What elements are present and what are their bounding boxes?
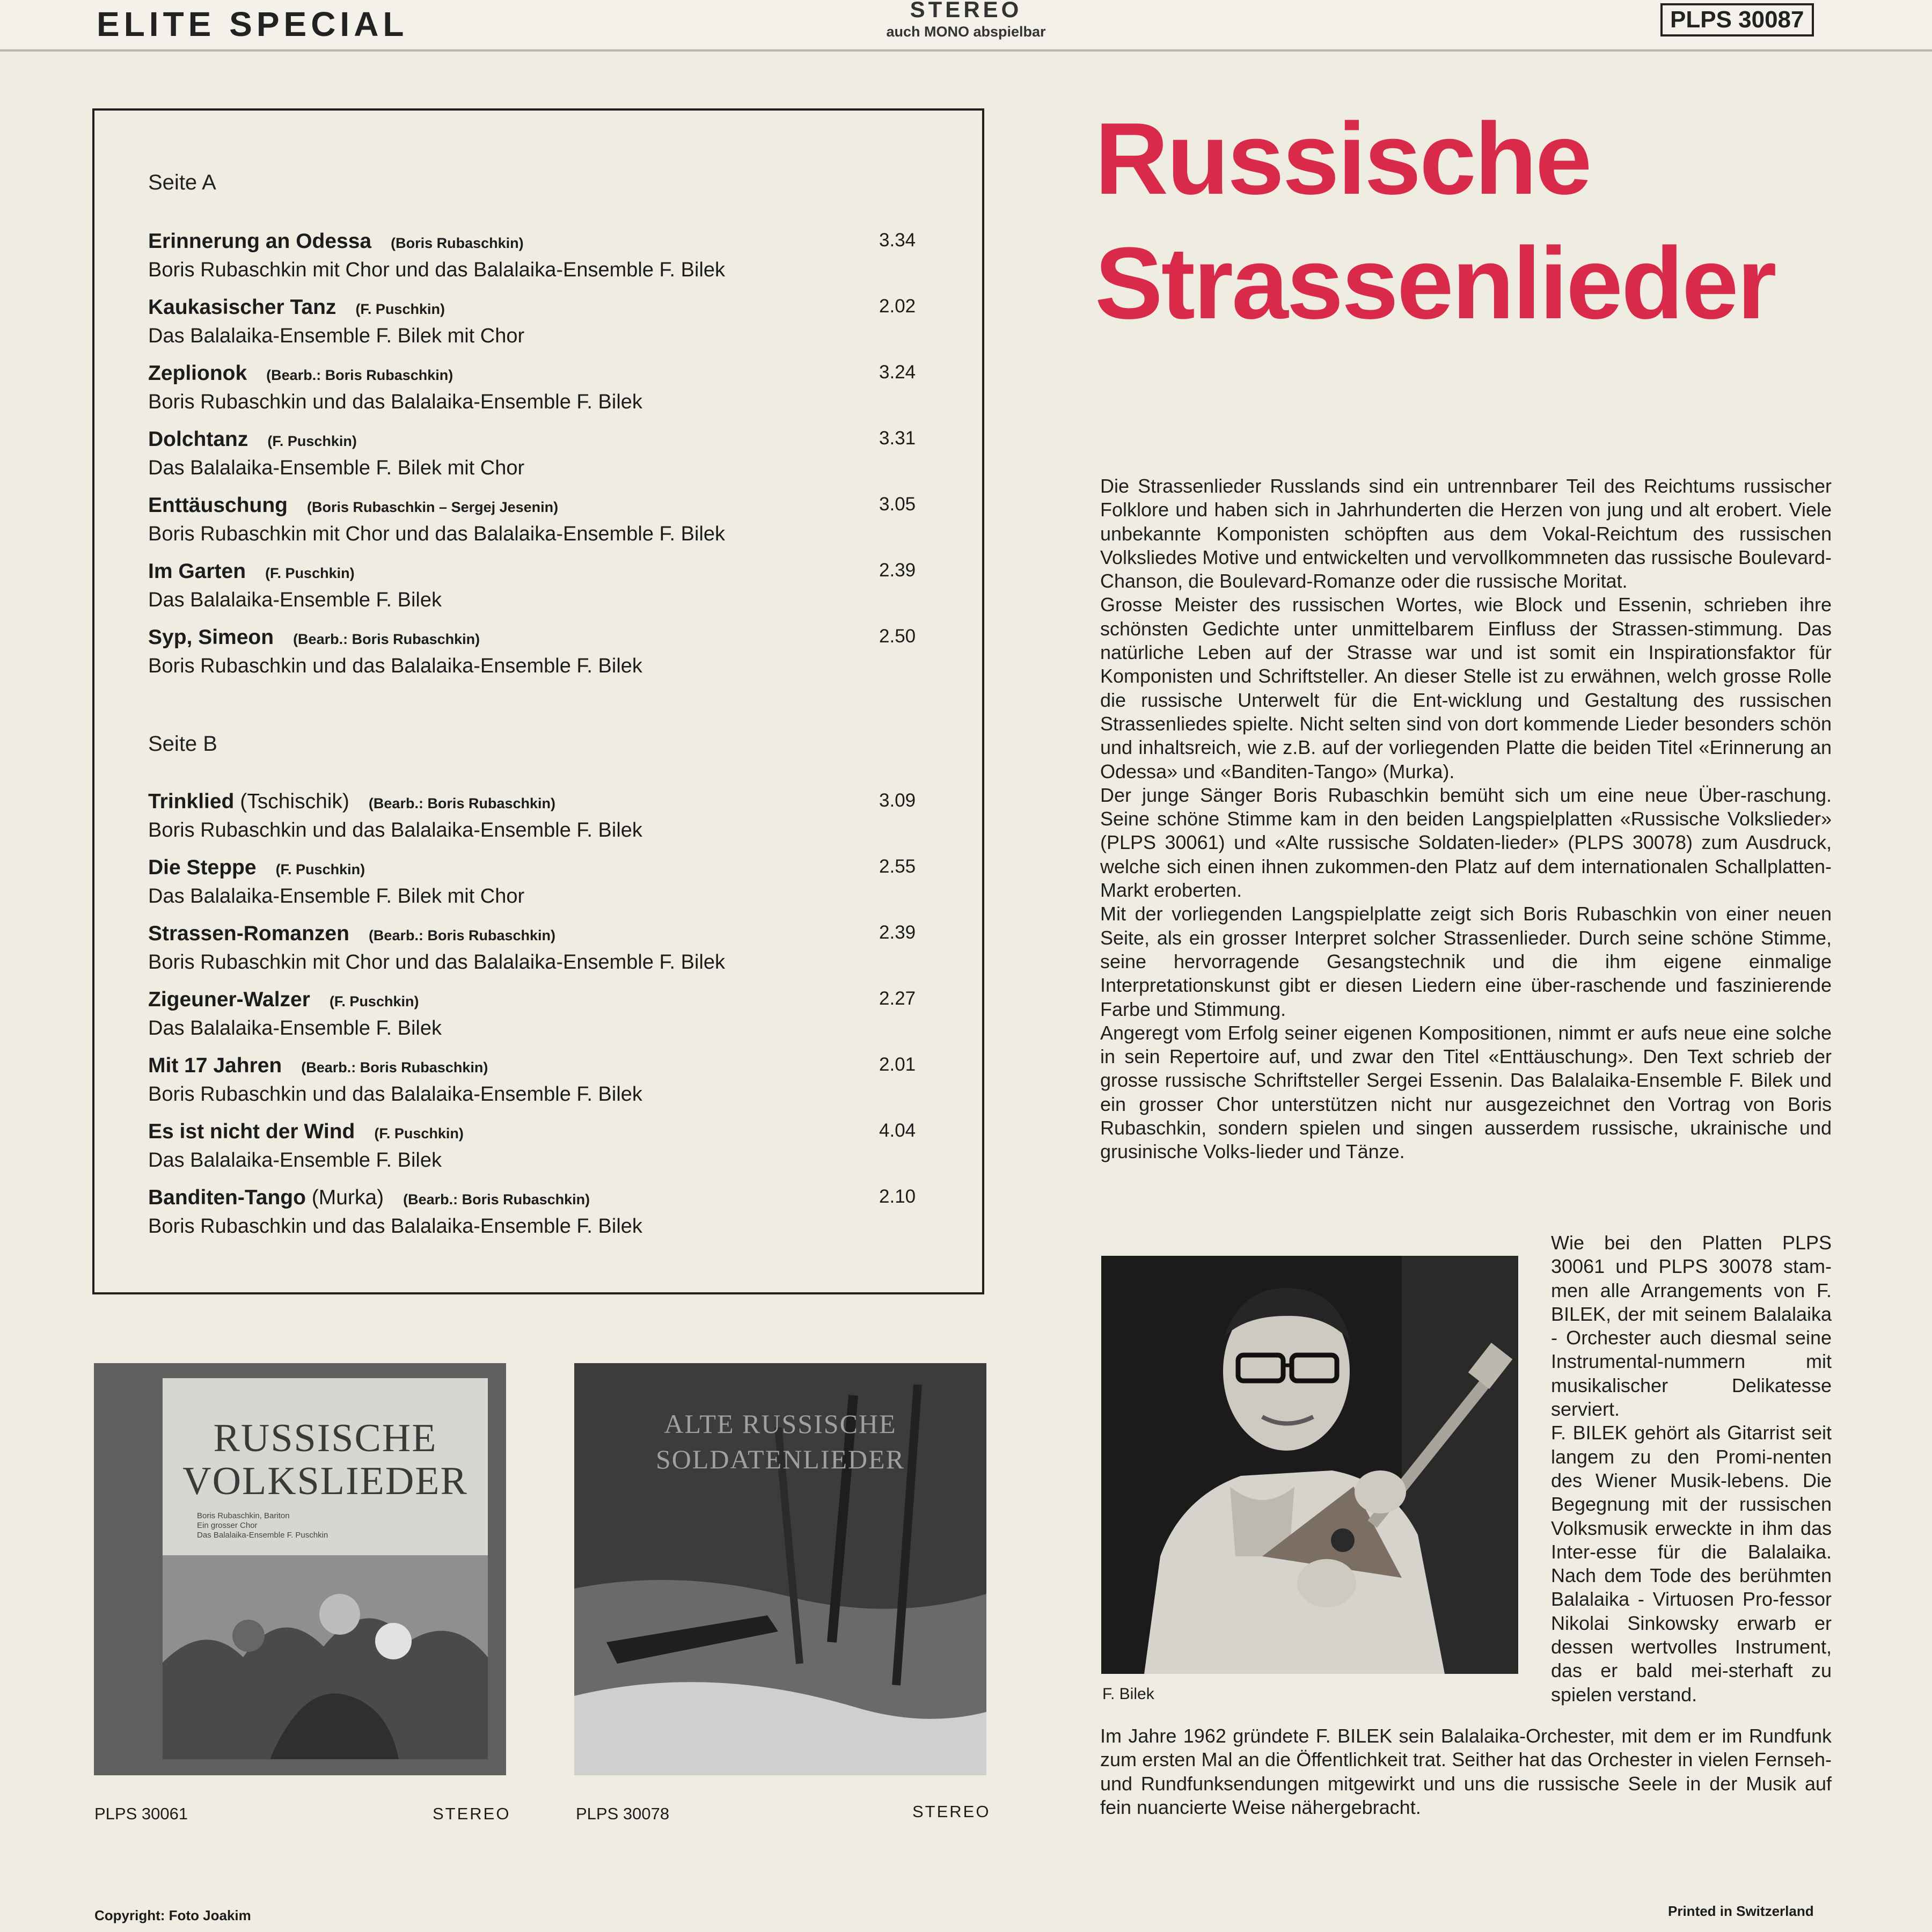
track-performers: Das Balalaika-Ensemble F. Bilek mit Chor [148,885,525,908]
album-cover-russische-volkslieder [94,1363,506,1775]
track-title [148,362,453,385]
cover1-credit-line: Ein grosser Chor [197,1521,258,1530]
track-duration: 2.01 [879,1054,916,1075]
track-credit: (Bearb.: Boris Rubaschkin) [368,927,555,943]
track-credit: (Bearb.: Boris Rubaschkin) [403,1191,590,1208]
cover1-catalog: PLPS 30061 [94,1804,188,1823]
track-performers: Boris Rubaschkin mit Chor und das Balalaika-Ensemble F. Bilek [148,259,726,281]
cover1-title-line2: VOLKSLIEDER [182,1459,468,1503]
liner-notes-intro: Die Strassenlieder Russlands sind ein untrennbarer Teil des Reichtums russischer Folklore und haben sich in Jahrhunderten die Herzen von jung und alt erobert. Viele unbekannte Komponisten schöpften aus dem Vokal-Reichtum des russischen Volksliedes Motive und entwickelten und vervollkommneten das russische Boulevard-Chanson, die Boulevard-Romanze oder die russische Moritat. Grosse Meister des russischen Wortes, wie Block und Essenin, schrieben ihre schönsten Gedichte unter unmittelbarem Einfluss der Strassen-stimmung. Das natürliche Leben auf der Strasse war und ist somit ein Inspirationsfaktor für Komponisten und Schriftsteller. An dieser Stelle ist zu erwähnen, welch grosse Rolle die russische Unterwelt für die Ent-wicklung und Gestaltung des russischen Strassenliedes spielte. Nicht selten sind von dort kommende Lieder besonders schön und inhaltsreich, wie z.B. auf der vorliegenden Platte die beiden Titel «Erinnerung an Odessa» und «Banditen-Tango» (Murka). Der junge Sänger Boris Rubaschkin bemüht sich um eine neue Über-raschung. Seine schöne Stimme kam in den beiden Langspielplatten «Russische Volkslieder» (PLPS 30061) und «Alte russische Soldaten-lieder» (PLPS 30078) zum Ausdruck, welche sich einen ihnen zukommen-den Platz auf dem internationalen Schallplatten-Markt eroberten. Mit der vorliegenden Langspielplatte zeigt sich Boris Rubaschkin von einer neuen Seite, als ein grosser Interpret solcher Strassenlieder. Durch seine schöne Stimme, seine hervorragende Gesangstechnik und die ihm eigene einmalige Interpretationskunst gibt er diesen Liedern eine über-raschende und faszinierende Farbe und Stimmung. Angeregt vom Erfolg seiner eigenen Kompositionen, nimmt er aufs neue eine solche in sein Repertoire auf, und zwar den Titel «Enttäuschung». Den Text schrieb der grosse russische Schriftsteller Sergei Essenin. Das Balalaika-Ensemble F. Bilek und ein grosser Chor unterstützen nicht nur ausgezeichnet den Vortrag von Boris Rubaschkin, sondern spielen und singen ausserdem russische, ukrainische und grusinische Volks-lieder und Tänze. [1100,475,1832,1163]
track-performers: Das Balalaika-Ensemble F. Bilek [148,1017,442,1040]
track-name: Zeplionok [148,362,247,385]
track-duration: 3.05 [879,494,916,515]
cover1-credit-line: Das Balalaika-Ensemble F. Puschkin [197,1531,328,1540]
track-duration: 2.27 [879,988,916,1009]
bilek-portrait-illustration [1101,1256,1518,1674]
track-row [148,428,964,487]
track-row [148,494,964,553]
track-row [148,922,964,981]
track-name: Erinnerung an Odessa [148,230,372,253]
track-row [148,988,964,1047]
track-name: Trinklied [148,790,235,813]
track-duration: 2.55 [879,856,916,877]
track-performers: Boris Rubaschkin und das Balalaika-Ensemble F. Bilek [148,1083,642,1106]
track-duration: 3.34 [879,230,916,251]
track-title [148,560,355,583]
track-credit: (F. Puschkin) [355,301,445,317]
track-title [148,494,558,517]
track-row [148,856,964,915]
cover2-title-line2: SOLDATENLIEDER [655,1444,905,1474]
track-duration: 2.10 [879,1186,916,1207]
track-title [148,1120,464,1144]
cover1-format: STEREO [433,1804,511,1823]
track-duration: 4.04 [879,1120,916,1141]
track-name: Strassen-Romanzen [148,922,349,945]
cover2-title-line1: ALTE RUSSISCHE [664,1409,897,1439]
track-duration: 2.39 [879,560,916,581]
track-credit: (Bearb.: Boris Rubaschkin) [293,631,480,647]
track-duration: 2.02 [879,296,916,317]
track-performers: Das Balalaika-Ensemble F. Bilek [148,589,442,611]
track-name: Es ist nicht der Wind [148,1120,355,1143]
album-title-line1: Russische [1095,102,1591,216]
track-duration: 3.24 [879,362,916,383]
track-row [148,626,964,685]
catalog-number: PLPS 30087 [1660,3,1814,36]
track-title [148,1054,488,1078]
track-title [148,428,357,451]
printed-note: Printed in Switzerland [1668,1903,1814,1919]
track-title [148,922,555,946]
track-row [148,560,964,619]
track-name: Im Garten [148,560,246,583]
brand-label: ELITE SPECIAL [97,5,408,43]
track-credit: (F. Puschkin) [329,993,419,1009]
track-subtitle: (Tschischik) [234,790,349,813]
track-title [148,230,524,253]
album-cover-alte-russische-soldatenlieder [574,1363,986,1775]
cover1-credit-line: Boris Rubaschkin, Bariton [197,1511,290,1520]
track-name: Die Steppe [148,856,257,879]
bilek-photo [1101,1256,1518,1674]
copyright-note: Copyright: Foto Joakim [94,1907,251,1923]
track-duration: 2.50 [879,626,916,647]
track-subtitle: (Murka) [305,1186,384,1209]
album-title [1095,97,1775,346]
track-name: Dolchtanz [148,428,248,451]
track-credit: (F. Puschkin) [374,1125,464,1141]
liner-notes-sidebar: Wie bei den Platten PLPS 30061 und PLPS 30078 stam-men alle Arrangements von F. BILEK, der mit seinem Balalaika - Orchester auch diesmal seine Instrumental-nummern mit musikalischer Delikatesse serviert. F. BILEK gehört als Gitarrist seit langem zu den Promi-nenten des Wiener Musik-lebens. Die Begegnung mit der russischen Volksmusik erweckte in ihm das Inter-esse für die Balalaika. Nach dem Tode des berühmten Balalaika - Virtuosen Pro-fessor Nikolai Sinkowsky erwarb er dessen wertvolles Instrument, das er bald mei-sterhaft zu spielen verstand. [1551,1232,1832,1706]
track-credit: (F. Puschkin) [275,861,365,877]
track-credit: (F. Puschkin) [265,565,355,581]
track-performers: Boris Rubaschkin und das Balalaika-Ensemble F. Bilek [148,1215,642,1238]
track-credit: (Boris Rubaschkin) [391,235,524,251]
track-title [148,296,445,319]
track-row [148,790,964,849]
track-row [148,1120,964,1179]
stereo-label: STEREO [910,0,1022,22]
track-performers: Das Balalaika-Ensemble F. Bilek [148,1149,442,1172]
mono-note: auch MONO abspielbar [886,24,1046,40]
cover2-catalog: PLPS 30078 [576,1804,670,1823]
track-name: Kaukasischer Tanz [148,296,336,319]
track-title [148,856,365,880]
side-a-label: Seite A [148,171,216,194]
photo-caption: F. Bilek [1102,1685,1154,1703]
cover1-title-line1: RUSSISCHE [213,1416,437,1460]
track-row [148,1054,964,1113]
cover1-panel [163,1378,488,1759]
track-performers: Boris Rubaschkin mit Chor und das Balalaika-Ensemble F. Bilek [148,951,726,974]
track-title [148,626,480,649]
track-credit: (Boris Rubaschkin – Sergej Jesenin) [307,499,559,515]
track-title [148,790,555,814]
track-row [148,1186,964,1245]
track-name: Zigeuner-Walzer [148,988,310,1011]
track-credit: (F. Puschkin) [267,433,357,449]
track-name: Banditen-Tango [148,1186,306,1209]
track-name: Mit 17 Jahren [148,1054,282,1077]
cover1-artwork [163,1555,488,1759]
track-row [148,296,964,355]
track-performers: Boris Rubaschkin und das Balalaika-Ensemble F. Bilek [148,655,642,677]
track-duration: 3.31 [879,428,916,449]
track-title [148,1186,590,1210]
track-credit: (Bearb.: Boris Rubaschkin) [301,1059,488,1075]
track-name: Syp, Simeon [148,626,274,649]
cover1-credits [197,1511,328,1540]
track-name: Enttäuschung [148,494,288,517]
track-performers: Boris Rubaschkin und das Balalaika-Ensemble F. Bilek [148,391,642,413]
track-title [148,988,419,1012]
track-performers: Das Balalaika-Ensemble F. Bilek mit Chor [148,457,525,479]
track-credit: (Bearb.: Boris Rubaschkin) [266,367,453,383]
album-title-line2: Strassenlieder [1095,226,1775,340]
track-row [148,362,964,421]
tracklist-box [92,108,984,1294]
track-duration: 3.09 [879,790,916,811]
track-duration: 2.39 [879,922,916,943]
track-performers: Boris Rubaschkin mit Chor und das Balalaika-Ensemble F. Bilek [148,523,726,545]
track-performers: Das Balalaika-Ensemble F. Bilek mit Chor [148,325,525,347]
liner-notes-closing: Im Jahre 1962 gründete F. BILEK sein Balalaika-Orchester, mit dem er im Rundfunk zum ersten Mal an die Öffentlichkeit trat. Seither hat das Orchester in vielen Fernseh- und Rundfunksendungen mitgewirkt und uns die russische Seele in der Musik auf fein nuancierte Weise nähergebracht. [1100,1725,1832,1818]
track-row [148,230,964,289]
side-b-label: Seite B [148,732,217,756]
track-credit: (Bearb.: Boris Rubaschkin) [368,795,555,811]
track-performers: Boris Rubaschkin und das Balalaika-Ensemble F. Bilek [148,819,642,841]
cover2-format: STEREO [912,1802,991,1821]
